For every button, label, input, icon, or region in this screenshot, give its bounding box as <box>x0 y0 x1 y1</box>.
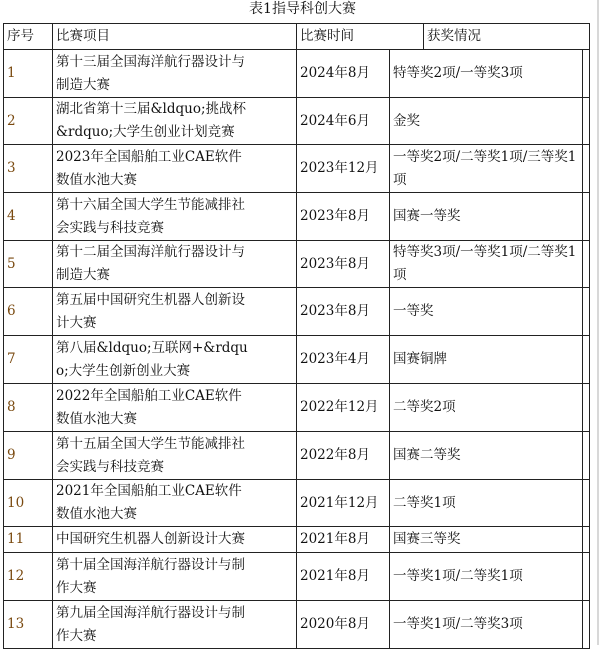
row-project-text: 2021年全国船舶工业CAE软件数值水池大赛 <box>56 483 242 522</box>
row-project <box>52 97 297 145</box>
row-project <box>52 479 297 527</box>
row-time <box>296 144 390 193</box>
row-time-text: 2020年8月 <box>300 616 370 632</box>
row-award <box>389 600 583 649</box>
row-project-text: 2023年全国船舶工业CAE软件数值水池大赛 <box>56 148 242 188</box>
row-project <box>52 192 297 241</box>
row-award <box>389 552 583 601</box>
row-time-text: 2023年8月 <box>300 208 370 224</box>
table-title: 表1指导科创大赛 <box>249 1 356 17</box>
row-time <box>296 600 390 649</box>
row-award-text: 二等奖1项 <box>393 494 456 511</box>
row-award-text: 国赛三等奖 <box>393 531 461 547</box>
row-award <box>389 383 583 432</box>
row-award-text: 一等奖2项/二等奖1项/三等奖1项 <box>393 148 577 188</box>
scrollbar[interactable] <box>597 0 599 645</box>
row-number <box>3 144 53 193</box>
row-empty-cell <box>582 526 590 553</box>
row-project <box>52 335 297 384</box>
row-project <box>52 240 297 288</box>
row-number-text: 5 <box>7 255 16 272</box>
row-time <box>296 526 390 553</box>
row-time <box>296 383 390 432</box>
row-project <box>52 49 297 98</box>
row-time <box>296 479 390 527</box>
row-time-text: 2024年8月 <box>300 65 370 81</box>
row-number-text: 13 <box>7 616 25 632</box>
header-cell <box>3 23 53 50</box>
row-project-text: 第八届&ldquo;互联网+&rdquo;大学生创新创业大赛 <box>56 339 248 379</box>
header-cell <box>423 23 590 50</box>
header-cell <box>296 23 424 50</box>
row-number <box>3 49 53 98</box>
row-number-text: 10 <box>7 494 25 511</box>
row-project-text: 第五届中国研究生机器人创新设计大赛 <box>56 291 245 331</box>
row-project <box>52 431 297 480</box>
row-project-text: 第九届全国海洋航行器设计与制作大赛 <box>56 604 245 644</box>
row-project-text: 湖北省第十三届&ldquo;挑战杯&rdquo;大学生创业计划竞赛 <box>56 101 246 140</box>
row-project <box>52 600 297 649</box>
row-number <box>3 383 53 432</box>
row-award <box>389 240 583 288</box>
row-empty-cell <box>582 240 590 288</box>
row-empty-cell <box>582 552 590 601</box>
row-empty-cell <box>582 383 590 432</box>
header-cell-text: 比赛项目 <box>56 28 110 44</box>
header-cell <box>52 23 297 50</box>
row-award <box>389 526 583 553</box>
row-time-text: 2023年4月 <box>300 351 370 367</box>
row-number <box>3 552 53 601</box>
row-time-text: 2023年8月 <box>300 255 370 272</box>
row-award-text: 一等奖1项/二等奖3项 <box>393 616 523 632</box>
row-number-text: 7 <box>7 351 16 367</box>
row-empty-cell <box>582 192 590 241</box>
row-time <box>296 192 390 241</box>
row-empty-cell <box>582 335 590 384</box>
row-award <box>389 431 583 480</box>
row-project-text: 第十届全国海洋航行器设计与制作大赛 <box>56 556 245 596</box>
row-time-text: 2023年12月 <box>300 160 379 176</box>
row-number-text: 12 <box>7 568 25 584</box>
row-time <box>296 335 390 384</box>
row-number-text: 2 <box>7 112 16 129</box>
row-empty-cell <box>582 287 590 336</box>
row-number-text: 3 <box>7 160 16 176</box>
row-empty-cell <box>582 479 590 527</box>
row-number <box>3 600 53 649</box>
row-award <box>389 479 583 527</box>
row-empty-cell <box>582 97 590 145</box>
row-time <box>296 49 390 98</box>
row-project-text: 第十三届全国海洋航行器设计与制造大赛 <box>56 53 245 93</box>
header-cell-text: 比赛时间 <box>300 28 354 44</box>
row-award-text: 国赛铜牌 <box>393 351 447 367</box>
row-award <box>389 287 583 336</box>
row-time <box>296 552 390 601</box>
row-project <box>52 287 297 336</box>
row-time-text: 2021年8月 <box>300 531 370 547</box>
row-award-text: 国赛一等奖 <box>393 208 461 224</box>
row-award-text: 特等奖3项/一等奖1项/二等奖1项 <box>393 244 577 283</box>
row-project <box>52 144 297 193</box>
row-time <box>296 240 390 288</box>
row-award <box>389 97 583 145</box>
row-award <box>389 144 583 193</box>
row-award-text: 一等奖1项/二等奖1项 <box>393 568 523 584</box>
row-award-text: 国赛二等奖 <box>393 447 461 463</box>
row-time-text: 2021年8月 <box>300 568 370 584</box>
row-number-text: 4 <box>7 208 16 224</box>
row-number-text: 1 <box>7 65 16 81</box>
row-number-text: 6 <box>7 303 16 319</box>
header-cell-text: 序号 <box>7 28 34 44</box>
row-number <box>3 287 53 336</box>
row-project-text: 第十二届全国海洋航行器设计与制造大赛 <box>56 244 245 283</box>
row-number <box>3 479 53 527</box>
row-number-text: 9 <box>7 447 16 463</box>
row-project-text: 2022年全国船舶工业CAE软件数值水池大赛 <box>56 387 242 427</box>
row-project-text: 中国研究生机器人创新设计大赛 <box>56 531 245 547</box>
row-award <box>389 335 583 384</box>
row-number <box>3 431 53 480</box>
row-empty-cell <box>582 144 590 193</box>
row-award-text: 特等奖2项/一等奖3项 <box>393 65 523 81</box>
row-time-text: 2021年12月 <box>300 494 379 511</box>
row-time-text: 2024年6月 <box>300 112 370 129</box>
row-project-text: 第十五届全国大学生节能减排社会实践与科技竞赛 <box>56 435 245 475</box>
row-award <box>389 192 583 241</box>
row-time <box>296 97 390 145</box>
row-project <box>52 552 297 601</box>
row-time <box>296 431 390 480</box>
row-number <box>3 335 53 384</box>
row-number <box>3 240 53 288</box>
row-project-text: 第十六届全国大学生节能减排社会实践与科技竞赛 <box>56 196 245 236</box>
row-time <box>296 287 390 336</box>
row-empty-cell <box>582 49 590 98</box>
row-number <box>3 97 53 145</box>
row-number <box>3 192 53 241</box>
row-number-text: 11 <box>7 531 25 547</box>
row-award-text: 一等奖 <box>393 303 434 319</box>
header-cell-text: 获奖情况 <box>427 28 481 44</box>
row-time-text: 2022年8月 <box>300 447 370 463</box>
row-number <box>3 526 53 553</box>
row-award-text: 金奖 <box>393 112 420 129</box>
row-number-text: 8 <box>7 399 16 415</box>
row-empty-cell <box>582 600 590 649</box>
row-empty-cell <box>582 431 590 480</box>
row-project <box>52 526 297 553</box>
row-time-text: 2022年12月 <box>300 399 379 415</box>
row-award-text: 二等奖2项 <box>393 399 456 415</box>
row-award <box>389 49 583 98</box>
row-time-text: 2023年8月 <box>300 303 370 319</box>
row-project <box>52 383 297 432</box>
